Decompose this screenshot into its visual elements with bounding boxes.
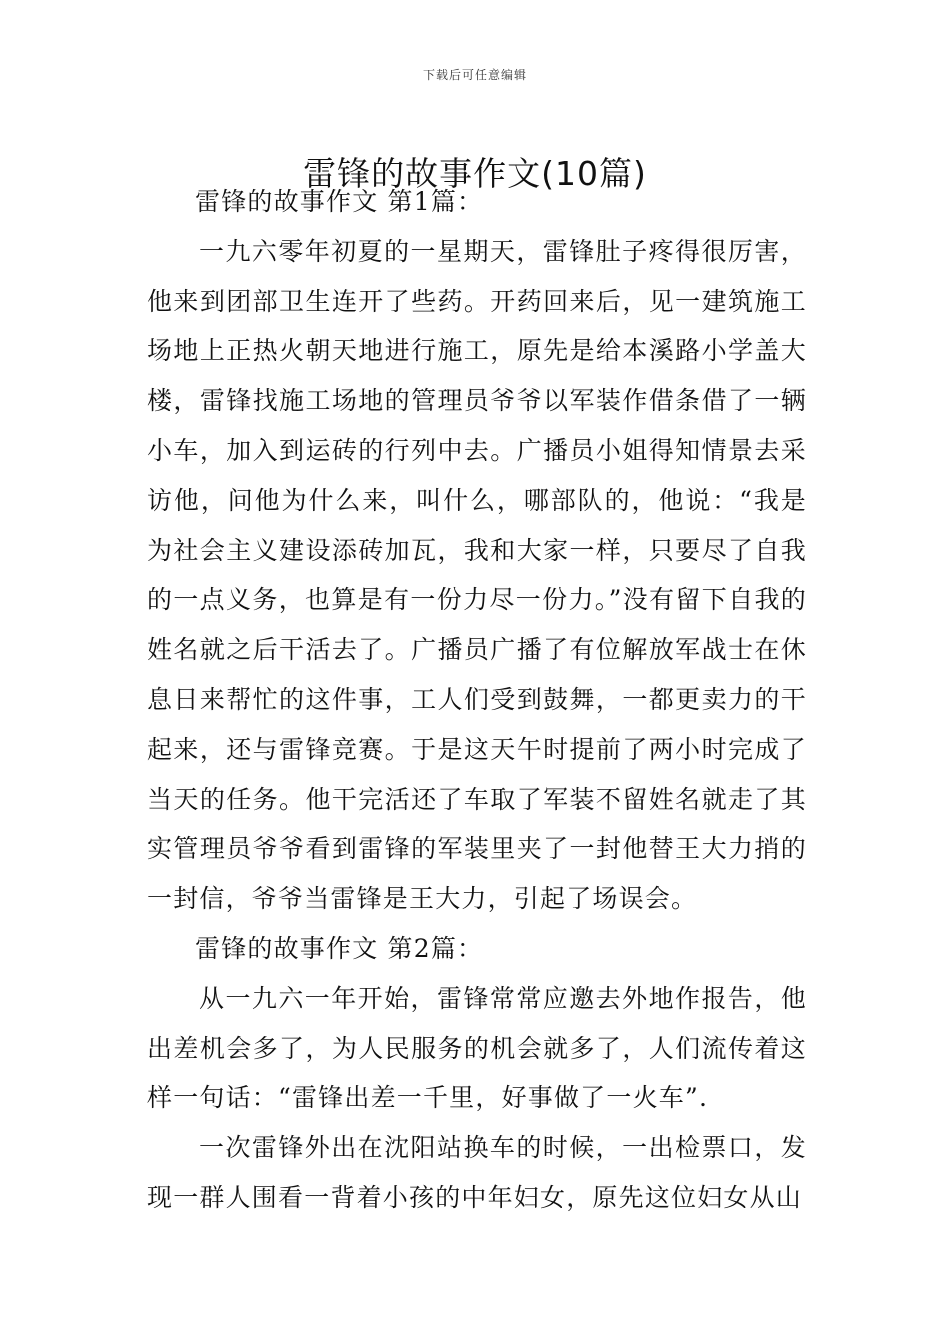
header-note: 下载后可任意编辑 xyxy=(422,68,527,82)
document-title: 雷锋的故事作文(10篇) xyxy=(303,154,647,194)
section-heading: 雷锋的故事作文 第2篇： xyxy=(195,933,484,963)
paragraph: 一次雷锋外出在沈阳站换车的时候，一出检票口，发现一群人围看一背着小孩的中年妇女，原先这位妇女从山 xyxy=(147,1133,807,1212)
section-heading: 雷锋的故事作文 第1篇： xyxy=(195,187,484,216)
paragraph: 一九六零年初夏的一星期天，雷锋肚子疼得很厉害，他来到团部卫生连开了些药。开药回来后，见一建筑施工场地上正热火朝天地进行施工，原先是给本溪路小学盖大楼，雷锋找施工场地的管理员爷爷以军装作借条借了一辆小车，加入到运砖的行列中去。广播员小姐得知情景去采访他，问他为什么来，叫什么，哪部队的，他说：“我是为社会主义建设添砖加瓦，我和大家一样，只要尽了自我的一点义务，也算是有一份力尽一份力。”没有留下自我的姓名就之后干活去了。广播员广播了有位解放军战士在休息日来帮忙的这件事，工人们受到鼓舞，一都更卖力的干起来，还与雷锋竞赛。于是这天午时提前了两小时完成了当天的任务。他干完活还了车取了军装不留姓名就走了其实管理员爷爷看到雷锋的军装里夹了一封他替王大力捎的一封信，爷爷当雷锋是王大力，引起了场误会。 xyxy=(147,236,807,914)
paragraph: 从一九六一年开始，雷锋常常应邀去外地作报告，他出差机会多了，为人民服务的机会就多了，人们流传着这样一句话：“雷锋出差一千里，好事做了一火车”. xyxy=(147,983,807,1113)
document-body xyxy=(147,177,807,1223)
